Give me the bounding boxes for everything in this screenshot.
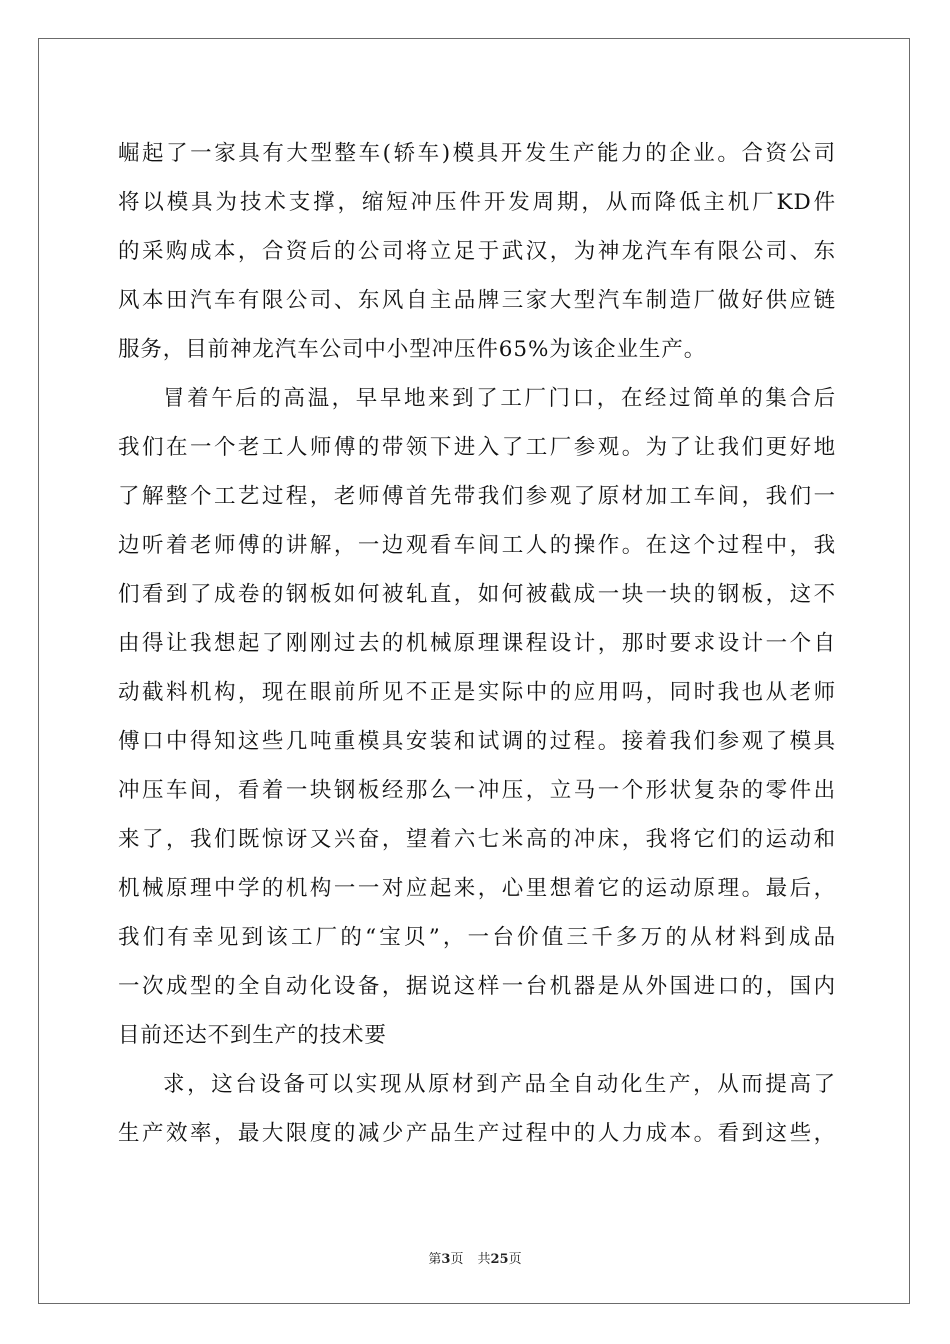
paragraph-start-line: 求，这台设备可以实现从原材到产品全自动化生产，从而提高了: [163, 1072, 836, 1097]
text-line: 生产效率，最大限度的减少产品生产过程中的人力成本。看到这些，: [118, 1121, 836, 1146]
total-suffix: 页: [508, 1252, 522, 1267]
text-line: 们看到了成卷的钢板如何被轧直，如何被截成一块一块的钢板，这不: [118, 582, 836, 607]
text-line: 来了，我们既惊讶又兴奋，望着六七米高的冲床，我将它们的运动和: [118, 827, 836, 852]
document-body: [118, 129, 836, 1158]
text-line: 了解整个工艺过程，老师傅首先带我们参观了原材加工车间，我们一: [118, 484, 836, 509]
text-line: 一次成型的全自动化设备，据说这样一台机器是从外国进口的，国内: [118, 974, 836, 999]
text-line: 傅口中得知这些几吨重模具安装和试调的过程。接着我们参观了模具: [118, 729, 836, 754]
page-suffix: 页: [450, 1252, 464, 1267]
text-line: 崛起了一家具有大型整车(轿车)模具开发生产能力的企业。合资公司: [118, 141, 836, 166]
total-pages: 25: [490, 1252, 509, 1267]
text-line: 机械原理中学的机构一一对应起来，心里想着它的运动原理。最后，: [118, 876, 836, 901]
paragraph-start-line: 冒着午后的高温，早早地来到了工厂门口，在经过简单的集合后: [163, 386, 836, 411]
text-line: 将以模具为技术支撑，缩短冲压件开发周期，从而降低主机厂KD件: [118, 190, 836, 215]
text-line: 服务，目前神龙汽车公司中小型冲压件65%为该企业生产。: [118, 337, 707, 362]
text-line: 的采购成本，合资后的公司将立足于武汉，为神龙汽车有限公司、东: [118, 239, 836, 264]
text-line: 边听着老师傅的讲解，一边观看车间工人的操作。在这个过程中，我: [118, 533, 836, 558]
text-line: 冲压车间，看着一块钢板经那么一冲压，立马一个形状复杂的零件出: [118, 778, 836, 803]
page-prefix: 第: [428, 1252, 442, 1267]
page-number: 3: [441, 1252, 451, 1267]
text-line: 风本田汽车有限公司、东风自主品牌三家大型汽车制造厂做好供应链: [118, 288, 836, 313]
text-line: 动截料机构，现在眼前所见不正是实际中的应用吗，同时我也从老师: [118, 680, 836, 705]
text-line: 我们有幸见到该工厂的“宝贝”，一台价值三千多万的从材料到成品: [118, 925, 836, 950]
page-footer: [0, 1248, 950, 1267]
text-line: 目前还达不到生产的技术要: [118, 1023, 387, 1048]
text-line: 由得让我想起了刚刚过去的机械原理课程设计，那时要求设计一个自: [118, 631, 836, 656]
total-prefix: 共: [477, 1252, 491, 1267]
text-line: 我们在一个老工人师傅的带领下进入了工厂参观。为了让我们更好地: [118, 435, 836, 460]
